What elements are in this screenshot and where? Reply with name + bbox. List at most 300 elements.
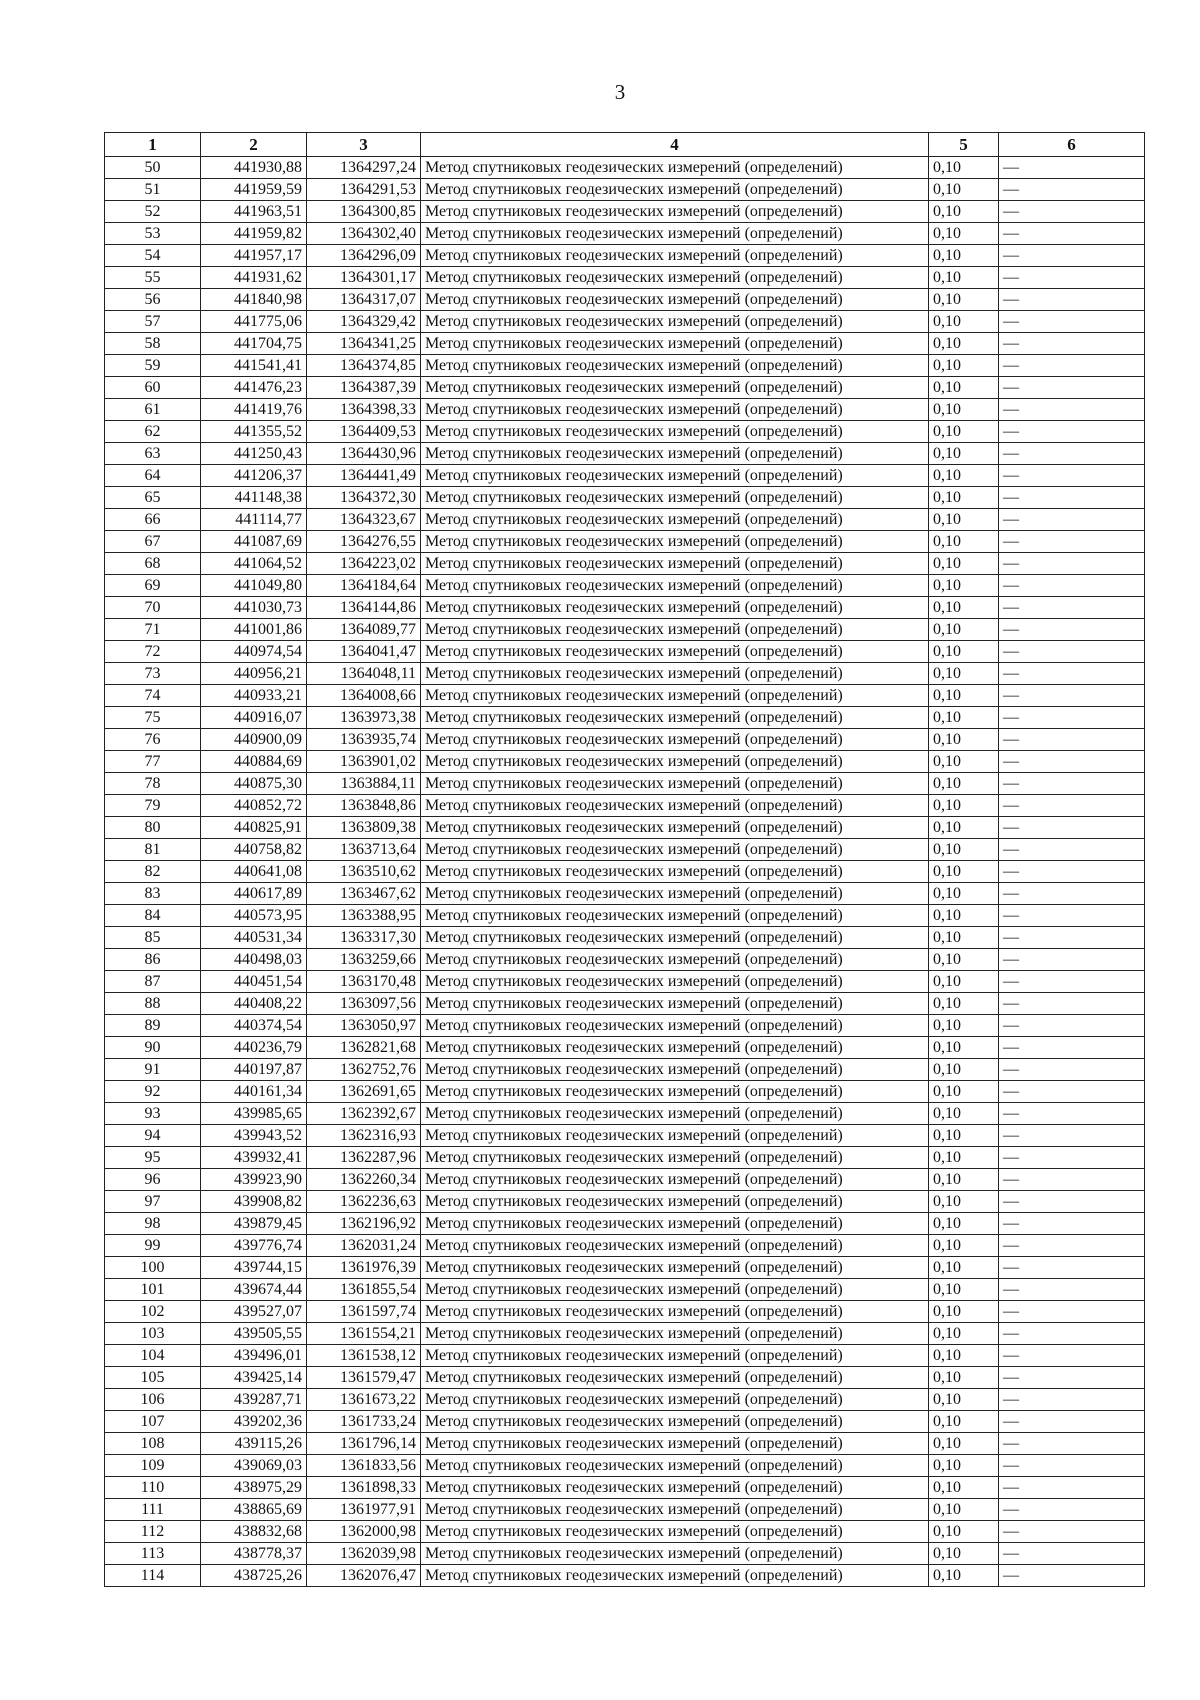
cell-method: Метод спутниковых геодезических измерений (определений) — [421, 729, 929, 751]
cell-x-coordinate: 441049,80 — [201, 575, 307, 597]
table-row — [105, 1191, 1145, 1213]
cell-method: Метод спутниковых геодезических измерений (определений) — [421, 333, 929, 355]
cell-method: Метод спутниковых геодезических измерений (определений) — [421, 443, 929, 465]
cell-point-number: 106 — [105, 1389, 201, 1411]
cell-point-number: 63 — [105, 443, 201, 465]
cell-method: Метод спутниковых геодезических измерений (определений) — [421, 993, 929, 1015]
cell-note: — — [999, 333, 1145, 355]
cell-note: — — [999, 663, 1145, 685]
cell-point-number: 95 — [105, 1147, 201, 1169]
cell-x-coordinate: 439674,44 — [201, 1279, 307, 1301]
cell-x-coordinate: 440374,54 — [201, 1015, 307, 1037]
cell-x-coordinate: 441114,77 — [201, 509, 307, 531]
table-row — [105, 1103, 1145, 1125]
cell-x-coordinate: 441541,41 — [201, 355, 307, 377]
table-row — [105, 1411, 1145, 1433]
table-row — [105, 773, 1145, 795]
cell-note: — — [999, 1543, 1145, 1565]
cell-accuracy: 0,10 — [929, 1367, 999, 1389]
cell-x-coordinate: 438832,68 — [201, 1521, 307, 1543]
table-row — [105, 1301, 1145, 1323]
table-row — [105, 1543, 1145, 1565]
cell-accuracy: 0,10 — [929, 1213, 999, 1235]
cell-method: Метод спутниковых геодезических измерений (определений) — [421, 355, 929, 377]
cell-accuracy: 0,10 — [929, 883, 999, 905]
cell-y-coordinate: 1364329,42 — [307, 311, 421, 333]
cell-x-coordinate: 440451,54 — [201, 971, 307, 993]
cell-y-coordinate: 1361855,54 — [307, 1279, 421, 1301]
table-row — [105, 1125, 1145, 1147]
cell-accuracy: 0,10 — [929, 641, 999, 663]
cell-point-number: 102 — [105, 1301, 201, 1323]
cell-note: — — [999, 1015, 1145, 1037]
cell-method: Метод спутниковых геодезических измерений (определений) — [421, 1367, 929, 1389]
table-row — [105, 509, 1145, 531]
table-row — [105, 531, 1145, 553]
cell-note: — — [999, 1059, 1145, 1081]
cell-point-number: 58 — [105, 333, 201, 355]
cell-method: Метод спутниковых геодезических измерений (определений) — [421, 861, 929, 883]
cell-accuracy: 0,10 — [929, 1543, 999, 1565]
cell-y-coordinate: 1364430,96 — [307, 443, 421, 465]
cell-method: Метод спутниковых геодезических измерений (определений) — [421, 839, 929, 861]
cell-y-coordinate: 1361833,56 — [307, 1455, 421, 1477]
cell-x-coordinate: 441775,06 — [201, 311, 307, 333]
table-row — [105, 289, 1145, 311]
cell-accuracy: 0,10 — [929, 993, 999, 1015]
cell-accuracy: 0,10 — [929, 575, 999, 597]
cell-y-coordinate: 1364441,49 — [307, 465, 421, 487]
header-col-3: 3 — [307, 133, 421, 157]
cell-method: Метод спутниковых геодезических измерений (определений) — [421, 1213, 929, 1235]
cell-y-coordinate: 1361673,22 — [307, 1389, 421, 1411]
cell-x-coordinate: 440531,34 — [201, 927, 307, 949]
cell-accuracy: 0,10 — [929, 905, 999, 927]
cell-x-coordinate: 440900,09 — [201, 729, 307, 751]
cell-y-coordinate: 1362287,96 — [307, 1147, 421, 1169]
cell-note: — — [999, 1521, 1145, 1543]
header-col-4: 4 — [421, 133, 929, 157]
cell-y-coordinate: 1362031,24 — [307, 1235, 421, 1257]
cell-note: — — [999, 795, 1145, 817]
cell-x-coordinate: 440852,72 — [201, 795, 307, 817]
cell-method: Метод спутниковых геодезических измерений (определений) — [421, 311, 929, 333]
cell-accuracy: 0,10 — [929, 817, 999, 839]
cell-note: — — [999, 707, 1145, 729]
table-row — [105, 619, 1145, 641]
cell-point-number: 75 — [105, 707, 201, 729]
table-row — [105, 1015, 1145, 1037]
cell-x-coordinate: 441957,17 — [201, 245, 307, 267]
cell-accuracy: 0,10 — [929, 465, 999, 487]
cell-point-number: 73 — [105, 663, 201, 685]
cell-accuracy: 0,10 — [929, 377, 999, 399]
cell-point-number: 103 — [105, 1323, 201, 1345]
cell-point-number: 70 — [105, 597, 201, 619]
cell-method: Метод спутниковых геодезических измерений (определений) — [421, 289, 929, 311]
cell-y-coordinate: 1364302,40 — [307, 223, 421, 245]
cell-accuracy: 0,10 — [929, 1015, 999, 1037]
cell-y-coordinate: 1363050,97 — [307, 1015, 421, 1037]
table-row — [105, 1213, 1145, 1235]
table-row — [105, 1257, 1145, 1279]
cell-method: Метод спутниковых геодезических измерений (определений) — [421, 179, 929, 201]
cell-x-coordinate: 439932,41 — [201, 1147, 307, 1169]
cell-y-coordinate: 1364409,53 — [307, 421, 421, 443]
cell-point-number: 60 — [105, 377, 201, 399]
cell-x-coordinate: 441963,51 — [201, 201, 307, 223]
cell-note: — — [999, 355, 1145, 377]
table-body — [105, 157, 1145, 1587]
cell-point-number: 94 — [105, 1125, 201, 1147]
cell-method: Метод спутниковых геодезических измерений (определений) — [421, 1521, 929, 1543]
cell-method: Метод спутниковых геодезических измерений (определений) — [421, 905, 929, 927]
cell-accuracy: 0,10 — [929, 509, 999, 531]
cell-x-coordinate: 440933,21 — [201, 685, 307, 707]
cell-point-number: 85 — [105, 927, 201, 949]
page-number: 3 — [614, 80, 626, 104]
table-row — [105, 223, 1145, 245]
cell-method: Метод спутниковых геодезических измерений (определений) — [421, 1279, 929, 1301]
cell-accuracy: 0,10 — [929, 1257, 999, 1279]
cell-y-coordinate: 1364301,17 — [307, 267, 421, 289]
cell-accuracy: 0,10 — [929, 1191, 999, 1213]
cell-accuracy: 0,10 — [929, 223, 999, 245]
cell-method: Метод спутниковых геодезических измерений (определений) — [421, 773, 929, 795]
cell-x-coordinate: 441064,52 — [201, 553, 307, 575]
cell-y-coordinate: 1363388,95 — [307, 905, 421, 927]
cell-method: Метод спутниковых геодезических измерений (определений) — [421, 1345, 929, 1367]
cell-note: — — [999, 1279, 1145, 1301]
cell-point-number: 69 — [105, 575, 201, 597]
cell-y-coordinate: 1364387,39 — [307, 377, 421, 399]
cell-method: Метод спутниковых геодезических измерений (определений) — [421, 531, 929, 553]
cell-method: Метод спутниковых геодезических измерений (определений) — [421, 1301, 929, 1323]
cell-x-coordinate: 440916,07 — [201, 707, 307, 729]
cell-point-number: 99 — [105, 1235, 201, 1257]
cell-accuracy: 0,10 — [929, 201, 999, 223]
cell-accuracy: 0,10 — [929, 1169, 999, 1191]
cell-accuracy: 0,10 — [929, 839, 999, 861]
table-row — [105, 751, 1145, 773]
cell-accuracy: 0,10 — [929, 1499, 999, 1521]
table-row — [105, 201, 1145, 223]
cell-method: Метод спутниковых геодезических измерений (определений) — [421, 487, 929, 509]
cell-x-coordinate: 438865,69 — [201, 1499, 307, 1521]
cell-note: — — [999, 685, 1145, 707]
cell-note: — — [999, 289, 1145, 311]
cell-y-coordinate: 1364374,85 — [307, 355, 421, 377]
cell-accuracy: 0,10 — [929, 751, 999, 773]
cell-accuracy: 0,10 — [929, 1037, 999, 1059]
cell-point-number: 110 — [105, 1477, 201, 1499]
cell-method: Метод спутниковых геодезических измерений (определений) — [421, 553, 929, 575]
cell-y-coordinate: 1361579,47 — [307, 1367, 421, 1389]
cell-y-coordinate: 1363097,56 — [307, 993, 421, 1015]
cell-point-number: 109 — [105, 1455, 201, 1477]
cell-accuracy: 0,10 — [929, 663, 999, 685]
cell-y-coordinate: 1364300,85 — [307, 201, 421, 223]
cell-method: Метод спутниковых геодезических измерений (определений) — [421, 1037, 929, 1059]
cell-point-number: 92 — [105, 1081, 201, 1103]
cell-accuracy: 0,10 — [929, 1279, 999, 1301]
cell-point-number: 74 — [105, 685, 201, 707]
cell-point-number: 87 — [105, 971, 201, 993]
cell-point-number: 100 — [105, 1257, 201, 1279]
cell-note: — — [999, 245, 1145, 267]
cell-method: Метод спутниковых геодезических измерений (определений) — [421, 1103, 929, 1125]
table-row — [105, 707, 1145, 729]
cell-note: — — [999, 861, 1145, 883]
cell-note: — — [999, 1367, 1145, 1389]
header-col-6: 6 — [999, 133, 1145, 157]
cell-note: — — [999, 179, 1145, 201]
cell-y-coordinate: 1363467,62 — [307, 883, 421, 905]
cell-note: — — [999, 927, 1145, 949]
cell-y-coordinate: 1362236,63 — [307, 1191, 421, 1213]
cell-y-coordinate: 1361538,12 — [307, 1345, 421, 1367]
table-row — [105, 575, 1145, 597]
table-row — [105, 663, 1145, 685]
table-row — [105, 553, 1145, 575]
table-row — [105, 1235, 1145, 1257]
table-row — [105, 1389, 1145, 1411]
cell-y-coordinate: 1361597,74 — [307, 1301, 421, 1323]
table-row — [105, 1499, 1145, 1521]
cell-y-coordinate: 1362752,76 — [307, 1059, 421, 1081]
table-row — [105, 1433, 1145, 1455]
cell-x-coordinate: 440236,79 — [201, 1037, 307, 1059]
cell-point-number: 68 — [105, 553, 201, 575]
cell-note: — — [999, 1147, 1145, 1169]
cell-y-coordinate: 1362196,92 — [307, 1213, 421, 1235]
cell-accuracy: 0,10 — [929, 553, 999, 575]
cell-x-coordinate: 439496,01 — [201, 1345, 307, 1367]
cell-x-coordinate: 438975,29 — [201, 1477, 307, 1499]
cell-method: Метод спутниковых геодезических измерений (определений) — [421, 685, 929, 707]
cell-point-number: 93 — [105, 1103, 201, 1125]
cell-accuracy: 0,10 — [929, 267, 999, 289]
cell-note: — — [999, 421, 1145, 443]
cell-note: — — [999, 1323, 1145, 1345]
cell-method: Метод спутниковых геодезических измерений (определений) — [421, 509, 929, 531]
cell-point-number: 78 — [105, 773, 201, 795]
cell-x-coordinate: 441250,43 — [201, 443, 307, 465]
cell-method: Метод спутниковых геодезических измерений (определений) — [421, 1499, 929, 1521]
table-row — [105, 883, 1145, 905]
cell-point-number: 84 — [105, 905, 201, 927]
cell-y-coordinate: 1362392,67 — [307, 1103, 421, 1125]
cell-point-number: 98 — [105, 1213, 201, 1235]
table-row — [105, 1081, 1145, 1103]
cell-accuracy: 0,10 — [929, 421, 999, 443]
cell-note: — — [999, 157, 1145, 179]
cell-note: — — [999, 1389, 1145, 1411]
cell-x-coordinate: 439923,90 — [201, 1169, 307, 1191]
cell-y-coordinate: 1362076,47 — [307, 1565, 421, 1587]
cell-method: Метод спутниковых геодезических измерений (определений) — [421, 1235, 929, 1257]
cell-x-coordinate: 438778,37 — [201, 1543, 307, 1565]
cell-y-coordinate: 1364297,24 — [307, 157, 421, 179]
cell-method: Метод спутниковых геодезических измерений (определений) — [421, 663, 929, 685]
cell-accuracy: 0,10 — [929, 1147, 999, 1169]
cell-point-number: 105 — [105, 1367, 201, 1389]
cell-note: — — [999, 553, 1145, 575]
cell-x-coordinate: 441959,59 — [201, 179, 307, 201]
table-row — [105, 311, 1145, 333]
table-row — [105, 487, 1145, 509]
cell-method: Метод спутниковых геодезических измерений (определений) — [421, 399, 929, 421]
cell-note: — — [999, 641, 1145, 663]
cell-accuracy: 0,10 — [929, 861, 999, 883]
cell-y-coordinate: 1361976,39 — [307, 1257, 421, 1279]
cell-method: Метод спутниковых геодезических измерений (определений) — [421, 817, 929, 839]
cell-note: — — [999, 1125, 1145, 1147]
cell-x-coordinate: 441930,88 — [201, 157, 307, 179]
coordinates-table — [104, 132, 1145, 1587]
cell-x-coordinate: 440641,08 — [201, 861, 307, 883]
cell-note: — — [999, 971, 1145, 993]
cell-note: — — [999, 1433, 1145, 1455]
table-row — [105, 157, 1145, 179]
cell-point-number: 111 — [105, 1499, 201, 1521]
cell-point-number: 64 — [105, 465, 201, 487]
cell-note: — — [999, 1301, 1145, 1323]
cell-method: Метод спутниковых геодезических измерений (определений) — [421, 619, 929, 641]
cell-method: Метод спутниковых геодезических измерений (определений) — [421, 377, 929, 399]
cell-y-coordinate: 1363713,64 — [307, 839, 421, 861]
cell-note: — — [999, 1411, 1145, 1433]
cell-method: Метод спутниковых геодезических измерений (определений) — [421, 949, 929, 971]
cell-point-number: 81 — [105, 839, 201, 861]
table-row — [105, 1059, 1145, 1081]
cell-accuracy: 0,10 — [929, 1389, 999, 1411]
cell-note: — — [999, 949, 1145, 971]
table-row — [105, 1521, 1145, 1543]
cell-x-coordinate: 439202,36 — [201, 1411, 307, 1433]
table-row — [105, 839, 1145, 861]
table-row — [105, 443, 1145, 465]
cell-x-coordinate: 440956,21 — [201, 663, 307, 685]
cell-x-coordinate: 440875,30 — [201, 773, 307, 795]
cell-point-number: 90 — [105, 1037, 201, 1059]
cell-note: — — [999, 1191, 1145, 1213]
cell-x-coordinate: 441030,73 — [201, 597, 307, 619]
cell-x-coordinate: 440161,34 — [201, 1081, 307, 1103]
cell-note: — — [999, 487, 1145, 509]
cell-method: Метод спутниковых геодезических измерений (определений) — [421, 201, 929, 223]
cell-point-number: 114 — [105, 1565, 201, 1587]
cell-note: — — [999, 311, 1145, 333]
cell-accuracy: 0,10 — [929, 1081, 999, 1103]
table-row — [105, 267, 1145, 289]
cell-note: — — [999, 531, 1145, 553]
table-row — [105, 1037, 1145, 1059]
cell-accuracy: 0,10 — [929, 1345, 999, 1367]
cell-accuracy: 0,10 — [929, 1235, 999, 1257]
cell-x-coordinate: 441419,76 — [201, 399, 307, 421]
cell-point-number: 101 — [105, 1279, 201, 1301]
cell-y-coordinate: 1362821,68 — [307, 1037, 421, 1059]
cell-accuracy: 0,10 — [929, 487, 999, 509]
cell-y-coordinate: 1363510,62 — [307, 861, 421, 883]
cell-y-coordinate: 1361898,33 — [307, 1477, 421, 1499]
cell-accuracy: 0,10 — [929, 597, 999, 619]
table-row — [105, 1345, 1145, 1367]
cell-accuracy: 0,10 — [929, 795, 999, 817]
cell-x-coordinate: 440197,87 — [201, 1059, 307, 1081]
cell-y-coordinate: 1364372,30 — [307, 487, 421, 509]
cell-point-number: 79 — [105, 795, 201, 817]
cell-note: — — [999, 839, 1145, 861]
cell-y-coordinate: 1361554,21 — [307, 1323, 421, 1345]
cell-point-number: 51 — [105, 179, 201, 201]
cell-x-coordinate: 440408,22 — [201, 993, 307, 1015]
cell-point-number: 72 — [105, 641, 201, 663]
cell-method: Метод спутниковых геодезических измерений (определений) — [421, 421, 929, 443]
cell-x-coordinate: 439527,07 — [201, 1301, 307, 1323]
cell-y-coordinate: 1363170,48 — [307, 971, 421, 993]
cell-accuracy: 0,10 — [929, 245, 999, 267]
cell-method: Метод спутниковых геодезических измерений (определений) — [421, 1433, 929, 1455]
cell-x-coordinate: 441959,82 — [201, 223, 307, 245]
cell-method: Метод спутниковых геодезических измерений (определений) — [421, 465, 929, 487]
cell-x-coordinate: 440573,95 — [201, 905, 307, 927]
cell-point-number: 113 — [105, 1543, 201, 1565]
cell-accuracy: 0,10 — [929, 399, 999, 421]
cell-x-coordinate: 439908,82 — [201, 1191, 307, 1213]
cell-x-coordinate: 441206,37 — [201, 465, 307, 487]
cell-x-coordinate: 438725,26 — [201, 1565, 307, 1587]
cell-accuracy: 0,10 — [929, 949, 999, 971]
cell-note: — — [999, 1235, 1145, 1257]
table-row — [105, 729, 1145, 751]
cell-x-coordinate: 439985,65 — [201, 1103, 307, 1125]
cell-point-number: 82 — [105, 861, 201, 883]
cell-x-coordinate: 439879,45 — [201, 1213, 307, 1235]
cell-accuracy: 0,10 — [929, 707, 999, 729]
cell-note: — — [999, 1455, 1145, 1477]
cell-point-number: 62 — [105, 421, 201, 443]
cell-x-coordinate: 441704,75 — [201, 333, 307, 355]
cell-method: Метод спутниковых геодезических измерений (определений) — [421, 267, 929, 289]
cell-point-number: 86 — [105, 949, 201, 971]
cell-point-number: 88 — [105, 993, 201, 1015]
cell-method: Метод спутниковых геодезических измерений (определений) — [421, 707, 929, 729]
cell-y-coordinate: 1363973,38 — [307, 707, 421, 729]
cell-x-coordinate: 439505,55 — [201, 1323, 307, 1345]
cell-point-number: 83 — [105, 883, 201, 905]
cell-y-coordinate: 1364048,11 — [307, 663, 421, 685]
cell-accuracy: 0,10 — [929, 531, 999, 553]
cell-method: Метод спутниковых геодезических измерений (определений) — [421, 1411, 929, 1433]
table-row — [105, 861, 1145, 883]
cell-accuracy: 0,10 — [929, 1477, 999, 1499]
cell-accuracy: 0,10 — [929, 1455, 999, 1477]
cell-y-coordinate: 1361977,91 — [307, 1499, 421, 1521]
cell-point-number: 77 — [105, 751, 201, 773]
cell-x-coordinate: 441840,98 — [201, 289, 307, 311]
cell-method: Метод спутниковых геодезических измерений (определений) — [421, 245, 929, 267]
cell-accuracy: 0,10 — [929, 355, 999, 377]
cell-y-coordinate: 1362039,98 — [307, 1543, 421, 1565]
cell-y-coordinate: 1363317,30 — [307, 927, 421, 949]
cell-method: Метод спутниковых геодезических измерений (определений) — [421, 1169, 929, 1191]
table-row — [105, 641, 1145, 663]
table-row — [105, 1455, 1145, 1477]
cell-method: Метод спутниковых геодезических измерений (определений) — [421, 597, 929, 619]
cell-method: Метод спутниковых геодезических измерений (определений) — [421, 1015, 929, 1037]
